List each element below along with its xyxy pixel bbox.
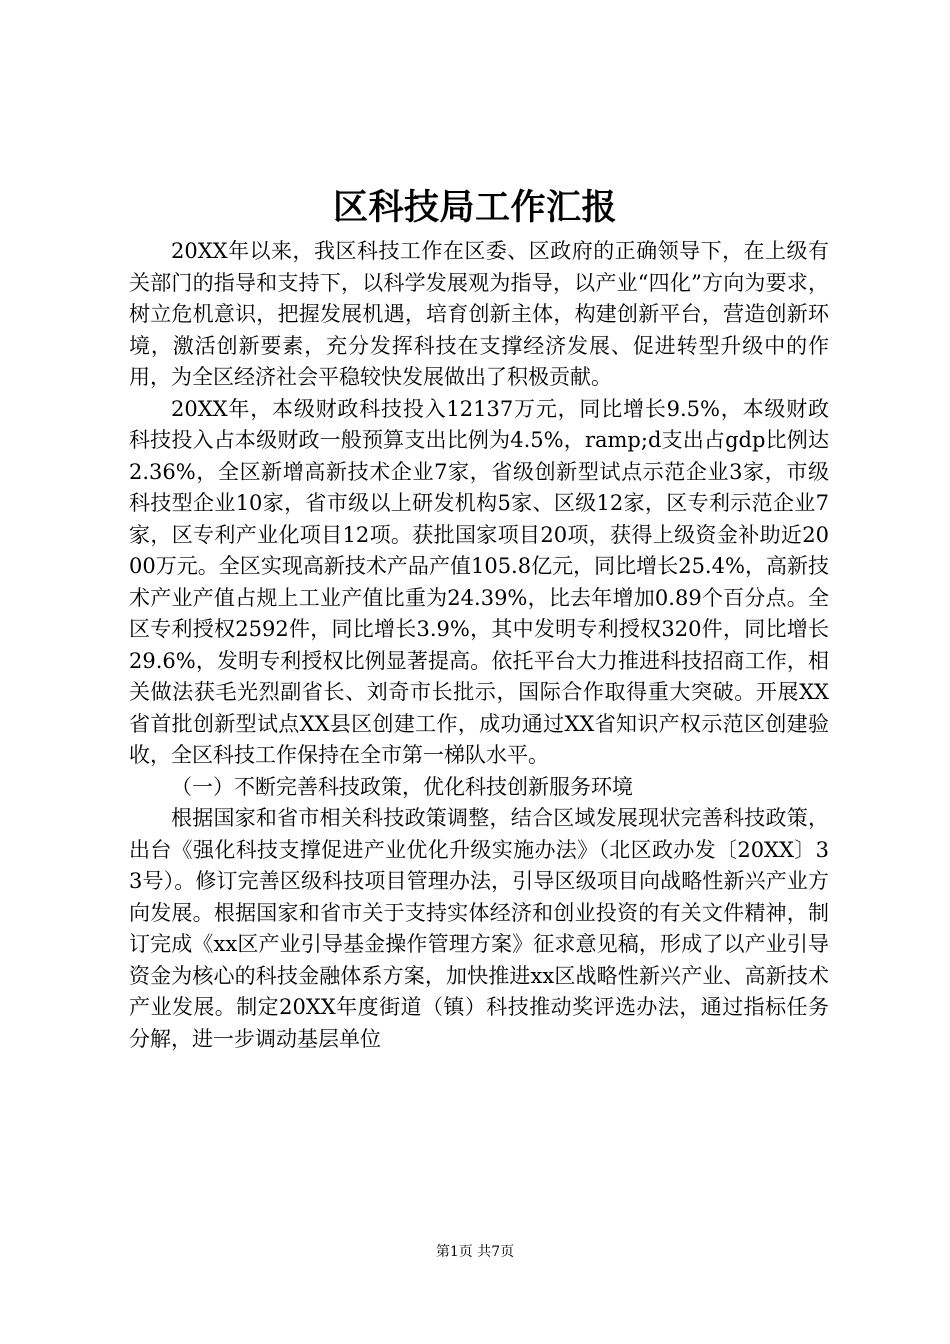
paragraph-policy: 根据国家和省市相关科技政策调整，结合区域发展现状完善科技政策，出台《强化科技支撑促进产业优化升级实施办法》（北区政办发〔20XX〕33号）。修订完善区级科技项目管理办法，引导区级项目向战略性新兴产业方向发展。根据国家和省市关于支持实体经济和创业投资的有关文件精神，制订完成《xx区产业引导基金操作管理方案》征求意见稿，形成了以产业引导资金为核心的科技金融体系方案，加快推进xx区战略性新兴产业、高新技术产业发展。制定20XX年度街道（镇）科技推动奖评选办法，通过指标任务分解，进一步调动基层单位	[129, 806, 829, 1051]
document-body	[129, 236, 829, 1055]
paragraph-statistics: 20XX年，本级财政科技投入12137万元，同比增长9.5%，本级财政科技投入占本级财政一般预算支出比例为4.5%，ramp;d支出占gdp比例达2.36%，全区新增高新技术企业7家，省级创新型试点示范企业3家，市级科技型企业10家，省市级以上研发机构5家、区级12家，区专利示范企业7家，区专利产业化项目12项。获批国家项目20项，获得上级资金补助近2000万元。全区实现高新技术产品产值105.8亿元，同比增长25.4%，高新技术产业产值占规上工业产值比重为24.39%，比去年增加0.89个百分点。全区专利授权2592件，同比增长3.9%，其中发明专利授权320件，同比增长29.6%，发明专利授权比例显著提高。依托平台大力推进科技招商工作，相关做法获毛光烈副省长、刘奇市长批示，国际合作取得重大突破。开展XX省首批创新型试点XX县区创建工作，成功通过XX省知识产权示范区创建验收，全区科技工作保持在全市第一梯队水平。	[129, 396, 829, 767]
paragraph-intro: 20XX年以来，我区科技工作在区委、区政府的正确领导下，在上级有关部门的指导和支持下，以科学发展观为指导，以产业“四化”方向为要求，树立危机意识，把握发展机遇，培育创新主体，构建创新平台，营造创新环境，激活创新要素，充分发挥科技在支撑经济发展、促进转型升级中的作用，为全区经济社会平稳较快发展做出了积极贡献。	[129, 239, 829, 389]
page-title: 区科技局工作汇报	[332, 187, 617, 228]
page-number-footer: 第1页 共7页	[435, 1244, 515, 1260]
section-heading: （一）不断完善科技政策，优化科技创新服务环境	[171, 774, 633, 799]
